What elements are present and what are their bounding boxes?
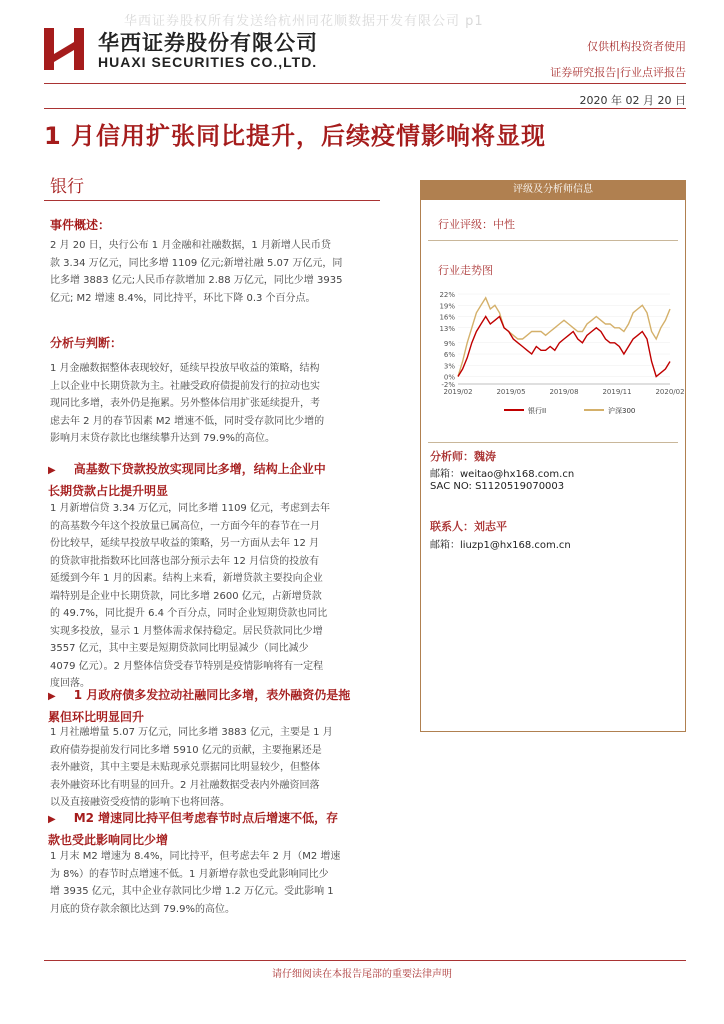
y-tick-label: 6% — [443, 351, 455, 359]
trend-chart — [434, 288, 685, 430]
heading-line: 1 月政府债多发拉动社融同比多增，表外融资仍是拖 — [73, 688, 351, 702]
analyst-email: 邮箱：weitao@hx168.com.cn — [430, 469, 575, 480]
sidebar-header: 评级及分析师信息 — [420, 180, 686, 200]
x-tick-label: 2019/02 — [443, 388, 473, 396]
analyst-sac: SAC NO: S1120519070003 — [430, 481, 565, 492]
text-line: 3557 亿元，其中主要是短期贷款同比明显减少（同比减少 — [50, 643, 309, 654]
text-line: 款 3.34 万亿元，同比多增 1109 亿元;新增社融 5.07 万亿元，同 — [50, 257, 343, 269]
text-line: 虑去年 2 月的春节因素 M2 增速不低，同时受存款同比少增的 — [50, 415, 325, 427]
industry-rating: 行业评级：中性 — [438, 218, 515, 231]
text-line: 1 月末 M2 增速为 8.4%，同比持平，但考虑去年 2 月（M2 增速 — [50, 851, 341, 862]
analysis-paragraph — [50, 360, 378, 448]
date-divider — [44, 108, 686, 109]
text-line: 为 8%）的春节时点增速不低。1 月新增存款也受此影响同比少 — [50, 868, 329, 880]
y-tick-label: 22% — [439, 291, 455, 299]
event-heading: 事件概述： — [50, 218, 111, 232]
text-line: 比多增 3883 亿元;人民币存款增加 2.88 万亿元，同比少增 3935 — [50, 275, 343, 286]
point-paragraph — [50, 500, 378, 693]
text-line: 现同比多增，表外仍是拖累。另外整体信用扩张延续提升，考 — [50, 398, 320, 409]
text-line: 实现多投放，显示 1 月整体需求保持稳定。居民贷款同比少增 — [50, 625, 323, 637]
point-heading — [48, 808, 384, 850]
footer-divider — [44, 960, 686, 961]
text-line: 2 月 20 日，央行公布 1 月金融和社融数据，1 月新增人民币贷 — [50, 240, 331, 251]
series-line — [458, 317, 670, 377]
point-heading — [48, 685, 384, 727]
text-line: 表外融资，其中主要是未贴现承兑票据同比明显较少，但整体 — [50, 762, 320, 773]
text-line: 的 49.7%，同比提升 6.4 个百分点，同时企业短期贷款也同比 — [50, 608, 328, 619]
legal-notice: 请仔细阅读在本报告尾部的重要法律声明 — [272, 969, 452, 980]
header-divider — [44, 83, 686, 84]
series-line — [458, 298, 670, 377]
y-tick-label: 19% — [439, 302, 455, 311]
watermark-text: 华西证券股权所有发送给杭州同花顺数据开发有限公司 p1 — [124, 14, 484, 29]
audience-note: 仅供机构投资者使用 — [587, 40, 686, 53]
heading-line: 高基数下贷款投放实现同比多增，结构上企业中 — [73, 462, 326, 476]
text-line: 1 月社融增量 5.07 万亿元，同比多增 3883 亿元，主要是 1 月 — [50, 727, 333, 738]
text-line: 1 月新增信贷 3.34 万亿元，同比多增 1109 亿元，考虑到去年 — [50, 503, 330, 514]
analysis-heading: 分析与判断： — [50, 336, 123, 350]
point-heading — [48, 459, 384, 501]
y-tick-label: -2% — [441, 381, 455, 389]
text-line: 影响月末贷存款比也继续攀升达到 79.9%的高位。 — [50, 433, 275, 444]
text-line: 的贷款审批指数环比回落也部分预示去年 12 月信贷的投放有 — [50, 555, 320, 567]
heading-line: 长期贷款占比提升明显 — [48, 484, 169, 498]
brand-name-cn: 华西证券股份有限公司 — [98, 31, 318, 55]
heading-line: 累但环比明显回升 — [48, 710, 145, 724]
point-paragraph — [50, 724, 378, 812]
text-line: 份比较早，延续早投放早收益的策略，另一方面从去年 12 月 — [50, 538, 320, 549]
industry-divider — [44, 200, 380, 201]
text-line: 上以企业中长期贷款为主。社融受政府债提前发行的拉动也实 — [50, 380, 320, 392]
triangle-bullet-icon: ▶ — [48, 465, 56, 476]
x-tick-label: 2019/05 — [496, 388, 526, 396]
text-line: 度回落。 — [50, 678, 90, 689]
sidebar-divider — [428, 240, 678, 241]
y-tick-label: 9% — [443, 339, 455, 348]
brand-name-en: HUAXI SECURITIES CO.,LTD. — [98, 54, 318, 70]
contact-email: 邮箱：liuzp1@hx168.com.cn — [430, 540, 571, 551]
legend-label: 沪深300 — [608, 407, 636, 415]
y-tick-label: 0% — [443, 373, 455, 382]
x-tick-label: 2019/08 — [549, 388, 579, 396]
text-line: 表外融资环比有明显的回升。2 月社融数据受表内外融资回落 — [50, 779, 320, 791]
heading-line: M2 增速同比持平但考虑春节时点后增速不低，存 — [73, 811, 339, 825]
report-type: 证券研究报告|行业点评报告 — [550, 66, 686, 79]
analyst-name: 分析师：魏涛 — [430, 450, 496, 463]
heading-line: 款也受此影响同比少增 — [48, 833, 169, 847]
x-tick-label: 2020/02 — [655, 388, 685, 396]
x-tick-label: 2019/11 — [602, 388, 632, 396]
y-tick-label: 16% — [439, 313, 455, 322]
text-line: 1 月金融数据整体表现较好，延续早投放早收益的策略，结构 — [50, 363, 320, 374]
y-tick-label: 3% — [443, 362, 455, 371]
report-title: 1 月信用扩张同比提升，后续疫情影响将显现 — [44, 122, 547, 150]
text-line: 以及直接融资受疫情的影响下也将回落。 — [50, 797, 230, 808]
legend-label: 银行II — [528, 407, 547, 415]
event-paragraph — [50, 237, 378, 307]
industry-label: 银行 — [50, 177, 84, 197]
triangle-bullet-icon: ▶ — [48, 691, 56, 702]
trend-chart-title: 行业走势图 — [438, 264, 493, 277]
trend-chart-svg — [434, 288, 685, 426]
text-line: 延缓到今年 1 月的因素。结构上来看，新增贷款主要投向企业 — [50, 573, 323, 584]
point-paragraph — [50, 848, 378, 918]
triangle-bullet-icon: ▶ — [48, 814, 56, 825]
text-line: 亿元; M2 增速 8.4%，同比持平，环比下降 0.3 个百分点。 — [50, 292, 316, 304]
text-line: 政府债券提前发行同比多增 5910 亿元的贡献，主要拖累还是 — [50, 744, 322, 756]
text-line: 4079 亿元）。2 月整体信贷受春节特别是疫情影响将有一定程 — [50, 660, 324, 672]
text-line: 的高基数今年这个投放量已属高位，一方面今年的春节在一月 — [50, 520, 320, 532]
text-line: 端特别是企业中长期贷款，同比多增 2600 亿元，占新增贷款 — [50, 590, 322, 602]
text-line: 月底的贷存款余额比达到 79.9%的高位。 — [50, 903, 235, 915]
report-date: 2020 年 02 月 20 日 — [579, 94, 686, 107]
y-tick-label: 13% — [439, 324, 455, 333]
huaxi-logo-icon — [44, 28, 88, 74]
text-line: 增 3935 亿元，其中企业存款同比少增 1.2 万亿元。受此影响 1 — [50, 886, 334, 897]
contact-name: 联系人：刘志平 — [430, 520, 507, 533]
sidebar-divider — [428, 442, 678, 443]
